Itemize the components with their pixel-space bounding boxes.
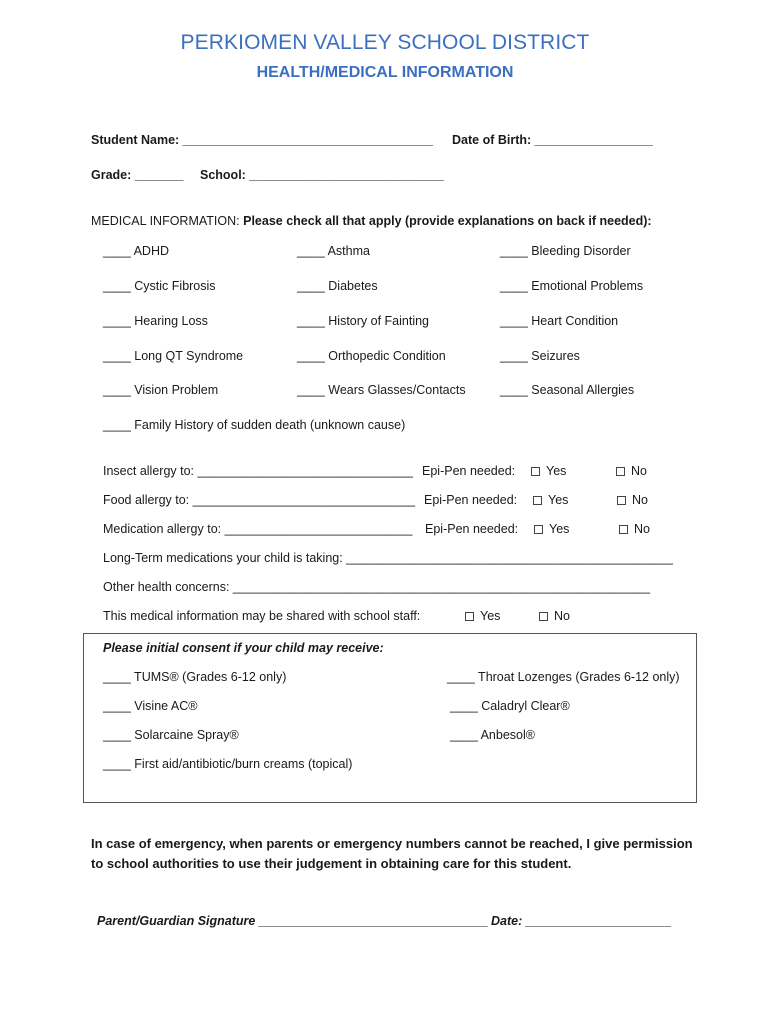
insect-epipen-yes[interactable] (531, 464, 566, 478)
consent-box (83, 633, 697, 803)
yes-label: Yes (548, 493, 569, 507)
no-label: No (631, 464, 647, 478)
condition-emotional-problems[interactable]: ____ Emotional Problems (500, 279, 644, 293)
condition-hearing-loss[interactable]: ____ Hearing Loss (103, 314, 208, 328)
share-yes[interactable] (465, 609, 500, 623)
date-of-birth-field[interactable]: Date of Birth: _________________ (452, 133, 653, 147)
condition-family-history[interactable]: ____ Family History of sudden death (unknown cause) (103, 418, 406, 432)
checkbox-icon[interactable] (534, 525, 543, 534)
other-health-concerns-field[interactable]: Other health concerns: ____________________________________________________________ (103, 580, 651, 594)
food-epipen-yes[interactable] (533, 493, 568, 507)
school-field[interactable]: School: ____________________________ (200, 168, 444, 182)
condition-asthma[interactable]: ____ Asthma (297, 244, 370, 258)
checkbox-icon[interactable] (617, 496, 626, 505)
consent-tums[interactable]: ____ TUMS® (Grades 6-12 only) (103, 670, 287, 684)
yes-label: Yes (546, 464, 567, 478)
condition-history-of-fainting[interactable]: ____ History of Fainting (297, 314, 430, 328)
emergency-statement-line2: to school authorities to use their judgement in obtaining care for this student. (91, 856, 572, 871)
insect-allergy-field[interactable]: Insect allergy to: _______________________________ (103, 464, 413, 478)
medical-heading (91, 214, 652, 228)
condition-cystic-fibrosis[interactable]: ____ Cystic Fibrosis (103, 279, 216, 293)
condition-seizures[interactable]: ____ Seizures (500, 349, 580, 363)
medical-heading-prefix: MEDICAL INFORMATION: (91, 214, 240, 228)
emergency-statement-line1: In case of emergency, when parents or emergency numbers cannot be reached, I give permission (91, 836, 693, 851)
food-epipen-no[interactable] (617, 493, 648, 507)
checkbox-icon[interactable] (465, 612, 474, 621)
no-label: No (632, 493, 648, 507)
medication-epipen-no[interactable] (619, 522, 650, 536)
condition-diabetes[interactable]: ____ Diabetes (297, 279, 378, 293)
no-label: No (554, 609, 570, 623)
food-epipen-label: Epi-Pen needed: (424, 493, 518, 507)
parent-signature-field[interactable]: Parent/Guardian Signature _________________________________ (97, 914, 489, 928)
consent-throat-lozenges[interactable]: ____ Throat Lozenges (Grades 6-12 only) (447, 670, 680, 684)
condition-heart-condition[interactable]: ____ Heart Condition (500, 314, 619, 328)
condition-adhd[interactable]: ____ ADHD (103, 244, 170, 258)
consent-first-aid[interactable]: ____ First aid/antibiotic/burn creams (topical) (103, 757, 353, 771)
yes-label: Yes (480, 609, 501, 623)
insect-epipen-no[interactable] (616, 464, 647, 478)
district-title: PERKIOMEN VALLEY SCHOOL DISTRICT (180, 31, 590, 54)
medication-allergy-field[interactable]: Medication allergy to: ___________________________ (103, 522, 413, 536)
medication-epipen-label: Epi-Pen needed: (425, 522, 519, 536)
consent-heading: Please initial consent if your child may receive: (103, 641, 384, 655)
share-consent-label: This medical information may be shared with school staff: (103, 609, 421, 623)
condition-vision-problem[interactable]: ____ Vision Problem (103, 383, 219, 397)
no-label: No (634, 522, 650, 536)
checkbox-icon[interactable] (539, 612, 548, 621)
long-term-medications-field[interactable]: Long-Term medications your child is taking: _______________________________________________ (103, 551, 673, 565)
condition-bleeding-disorder[interactable]: ____ Bleeding Disorder (500, 244, 631, 258)
medication-epipen-yes[interactable] (534, 522, 569, 536)
checkbox-icon[interactable] (616, 467, 625, 476)
signature-date-field[interactable]: Date: _____________________ (491, 914, 672, 928)
medical-heading-instructions: Please check all that apply (provide explanations on back if needed): (243, 214, 652, 228)
condition-long-qt-syndrome[interactable]: ____ Long QT Syndrome (103, 349, 244, 363)
form-title: HEALTH/MEDICAL INFORMATION (256, 64, 514, 81)
student-name-field[interactable]: Student Name: ____________________________________ (91, 133, 433, 147)
condition-wears-glasses[interactable]: ____ Wears Glasses/Contacts (297, 383, 466, 397)
checkbox-icon[interactable] (619, 525, 628, 534)
condition-orthopedic-condition[interactable]: ____ Orthopedic Condition (297, 349, 446, 363)
checkbox-icon[interactable] (533, 496, 542, 505)
consent-anbesol[interactable]: ____ Anbesol® (450, 728, 535, 742)
food-allergy-field[interactable]: Food allergy to: ________________________________ (103, 493, 416, 507)
insect-epipen-label: Epi-Pen needed: (422, 464, 516, 478)
consent-solarcaine[interactable]: ____ Solarcaine Spray® (103, 728, 239, 742)
grade-field[interactable]: Grade: _______ (91, 168, 184, 182)
condition-seasonal-allergies[interactable]: ____ Seasonal Allergies (500, 383, 635, 397)
consent-visine[interactable]: ____ Visine AC® (103, 699, 198, 713)
consent-caladryl[interactable]: ____ Caladryl Clear® (450, 699, 570, 713)
checkbox-icon[interactable] (531, 467, 540, 476)
share-no[interactable] (539, 609, 570, 623)
yes-label: Yes (549, 522, 570, 536)
